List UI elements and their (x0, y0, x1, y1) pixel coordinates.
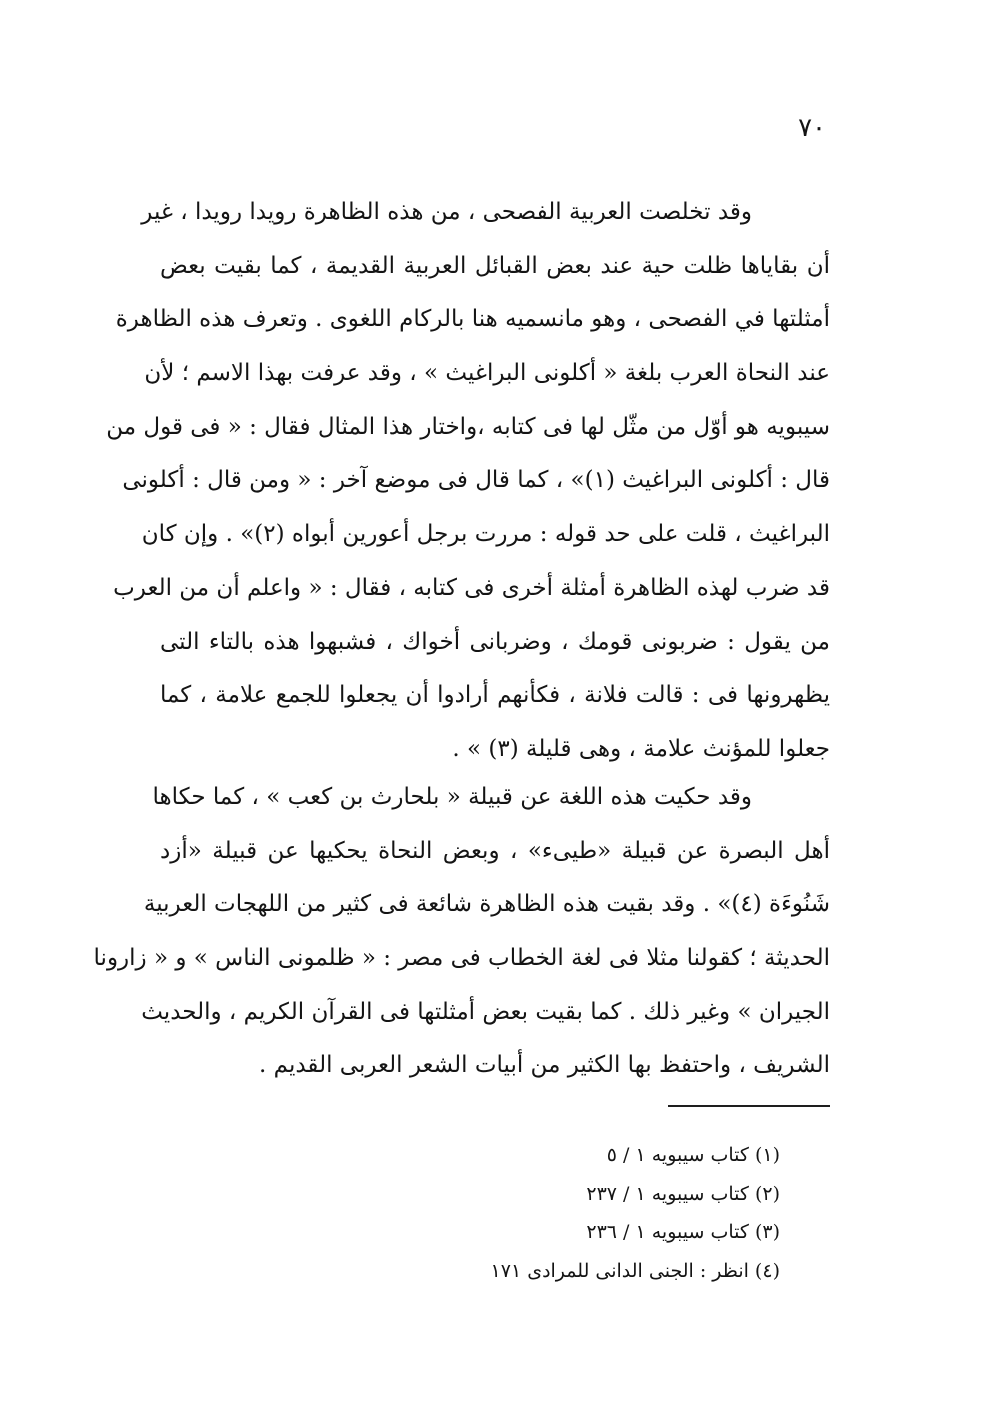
text-line: أهل البصرة عن قبيلة «طيىء» ، وبعض النحاة يحكيها عن قبيلة «أزد (160, 837, 830, 864)
text-line: يظهرونها فى : قالت فلانة ، فكأنهم أرادوا أن يجعلوا للجمع علامة ، كما (160, 682, 830, 709)
text-line: قد ضرب لهذه الظاهرة أمثلة أخرى فى كتابه ، فقال : « واعلم أن من العرب (113, 574, 830, 601)
paragraph-1 (106, 186, 830, 777)
footnote-4: (٤) انظر : الجنى الدانى للمرادى ١٧١ (490, 1259, 780, 1282)
text-line: شَنُوءَة (٤)» . وقد بقيت هذه الظاهرة شائعة فى كثير من اللهجات العربية (143, 891, 830, 918)
text-line: جعلوا للمؤنث علامة ، وهى قليلة (٣) » . (452, 735, 830, 762)
text-line: من يقول : ضربونى قومك ، وضربانى أخواك ، فشبهوا هذه بالتاء التى (160, 628, 830, 655)
text-line: الحديثة ؛ كقولنا مثلا فى لغة الخطاب فى مصر : « ظلمونى الناس » و « زارونا (93, 945, 830, 972)
text-line: عند النحاة العرب بلغة « أكلونى البراغيث » ، وقد عرفت بهذا الاسم ؛ لأن (144, 360, 830, 387)
text-line: أمثلتها في الفصحى ، وهو مانسميه هنا بالركام اللغوى . وتعرف هذه الظاهرة (115, 306, 830, 333)
page-number: ٧٠ (798, 113, 826, 143)
footnote-1: (١) كتاب سيبويه ١ / ٥ (606, 1144, 780, 1166)
text-line: الجيران » وغير ذلك . كما بقيت بعض أمثلتها فى القرآن الكريم ، والحديث (141, 998, 830, 1025)
text-line: قال : أكلونى البراغيث (١)» ، كما قال فى موضع آخر : « ومن قال : أكلونى (122, 467, 830, 494)
text-line: أن بقاياها ظلت حية عند بعض القبائل العربية القديمة ، كما بقيت بعض (160, 252, 830, 279)
text-line: البراغيث ، قلت على حد قوله : مررت برجل أعورين أبواه (٢)» . وإن كان (141, 521, 830, 548)
footnote-2: (٢) كتاب سيبويه ١ / ٢٣٧ (586, 1182, 780, 1205)
footnote-divider (668, 1105, 830, 1107)
footnotes (491, 1136, 780, 1290)
text-line: الشريف ، واحتفظ بها الكثير من أبيات الشعر العربى القديم . (259, 1052, 830, 1079)
footnote-3: (٣) كتاب سيبويه ١ / ٢٣٦ (586, 1221, 780, 1243)
text-line: وقد حكيت هذه اللغة عن قبيلة « بلحارث بن كعب » ، كما حكاها (152, 784, 752, 810)
paragraph-2 (93, 771, 830, 1093)
text-line: سيبويه هو أوّل من مثّل لها فى كتابه ،واختار هذا المثال فقال : « فى قول من (106, 413, 830, 440)
text-line: وقد تخلصت العربية الفصحى ، من هذه الظاهرة رويدا رويدا ، غير (141, 199, 752, 225)
